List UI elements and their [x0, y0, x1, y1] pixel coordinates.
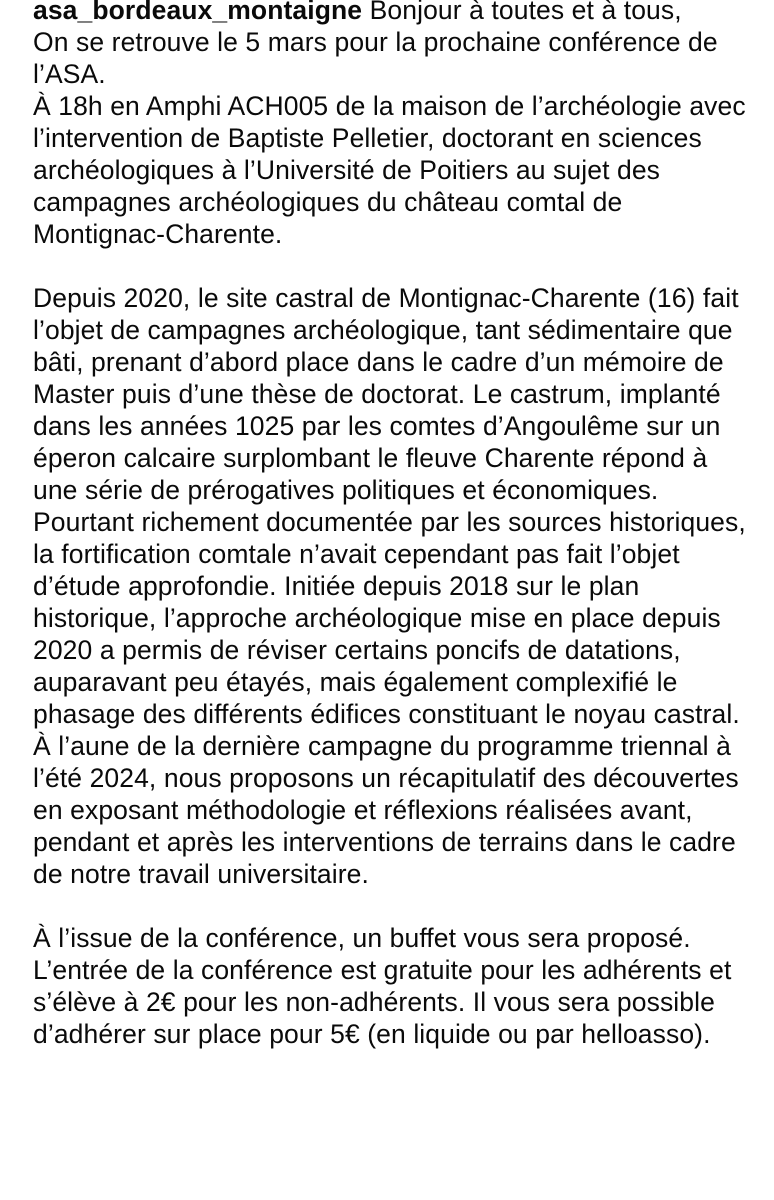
username-link[interactable]: asa_bordeaux_montaigne	[33, 0, 363, 25]
caption-abstract-paragraph: Depuis 2020, le site castral de Montignac-Charente (16) fait l’objet de campagnes archéologique, tant sédimentaire que bâti, prenant d’abord place dans le cadre d’un mémoire de Master puis d’une thèse de doctorat. Le castrum, implanté dans les années 1025 par les comtes d’Angoulême sur un éperon calcaire surplombant le fleuve Charente répond à une série de prérogatives politiques et économiques. Pourtant richement documentée par les sources historiques, la fortification comtale n’avait cependant pas fait l’objet d’étude approfondie. Initiée depuis 2018 sur le plan historique, l’approche archéologique mise en place depuis 2020 a permis de réviser certains poncifs de datations, auparavant peu étayés, mais également complexifié le phasage des différents édifices constituant le noyau castral. À l’aune de la dernière campagne du programme triennal à l’été 2024, nous proposons un récapitulatif des découvertes en exposant méthodologie et réflexions réalisées avant, pendant et après les interventions de terrains dans le cadre de notre travail universitaire.	[33, 283, 746, 889]
caption-buffet-line: À l’issue de la conférence, un buffet vous sera proposé.	[33, 923, 691, 953]
paragraph-spacer	[33, 250, 753, 282]
caption-greeting: Bonjour à toutes et à tous,	[369, 0, 682, 25]
caption-details-line: À 18h en Amphi ACH005 de la maison de l’archéologie avec l’intervention de Baptiste Pelletier, doctorant en sciences archéologiques à l’Université de Poitiers au sujet des campagnes archéologiques du château comtal de Montignac-Charente.	[33, 91, 746, 249]
caption-first-line	[33, 0, 753, 26]
post-caption	[33, 0, 753, 1050]
caption-price-line: L’entrée de la conférence est gratuite pour les adhérents et s’élève à 2€ pour les non-adhérents. Il vous sera possible d’adhérer sur place pour 5€ (en liquide ou par helloasso).	[33, 955, 732, 1049]
paragraph-spacer	[33, 890, 753, 922]
caption-date-line: On se retrouve le 5 mars pour la prochaine conférence de l’ASA.	[33, 27, 718, 89]
